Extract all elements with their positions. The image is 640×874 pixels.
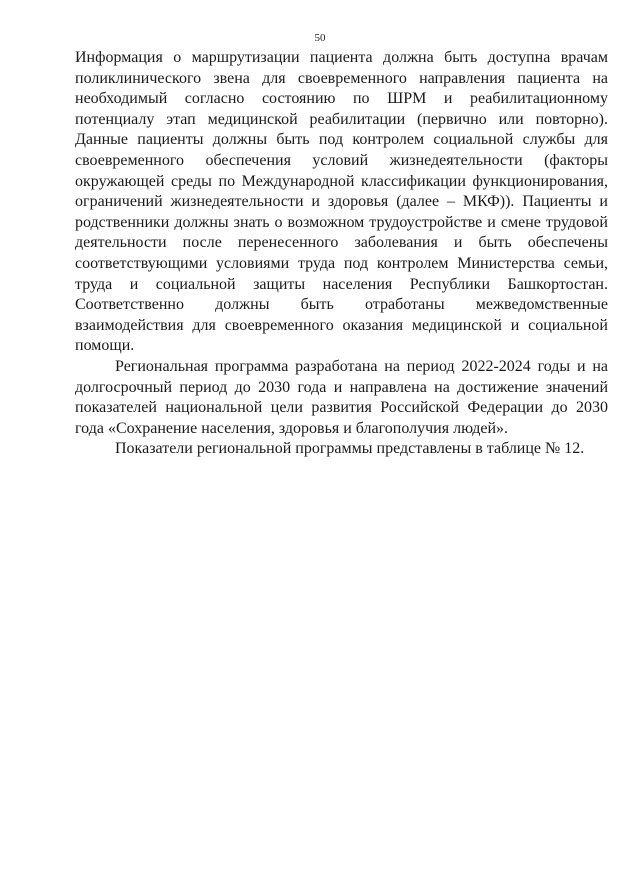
page-number: 50 — [314, 32, 326, 44]
document-body — [75, 48, 608, 460]
paragraph-routing-info: Информация о маршрутизации пациента должна быть доступна врачам поликлинического звена для своевременного направления пациента на необходимый согласно состоянию по ШРМ и реабилитационному потенциалу этап медицинской реабилитации (первично или повторно). Данные пациенты должны быть под контролем социальной службы для своевременного обеспечения условий жизнедеятельности (факторы окружающей среды по Международной классификации функционирования, ограничений жизнедеятельности и здоровья (далее – МКФ)). Пациенты и родственники должны знать о возможном трудоустройстве и смене трудовой деятельности после перенесенного заболевания и быть обеспечены соответствующими условиями труда под контролем Министерства семьи, труда и социальной защиты населения Республики Башкортостан. Соответственно должны быть отработаны межведомственные взаимодействия для своевременного оказания медицинской и социальной помощи. — [75, 49, 608, 355]
paragraph-indicators-reference: Показатели региональной программы представлены в таблице № 12. — [115, 440, 585, 458]
paragraph-program-period: Региональная программа разработана на период 2022-2024 годы и на долгосрочный период до 2030 года и направлена на достижение значений показателей национальной цели развития Российской Федерации до 2030 года «Сохранение населения, здоровья и благополучия людей». — [75, 357, 608, 437]
